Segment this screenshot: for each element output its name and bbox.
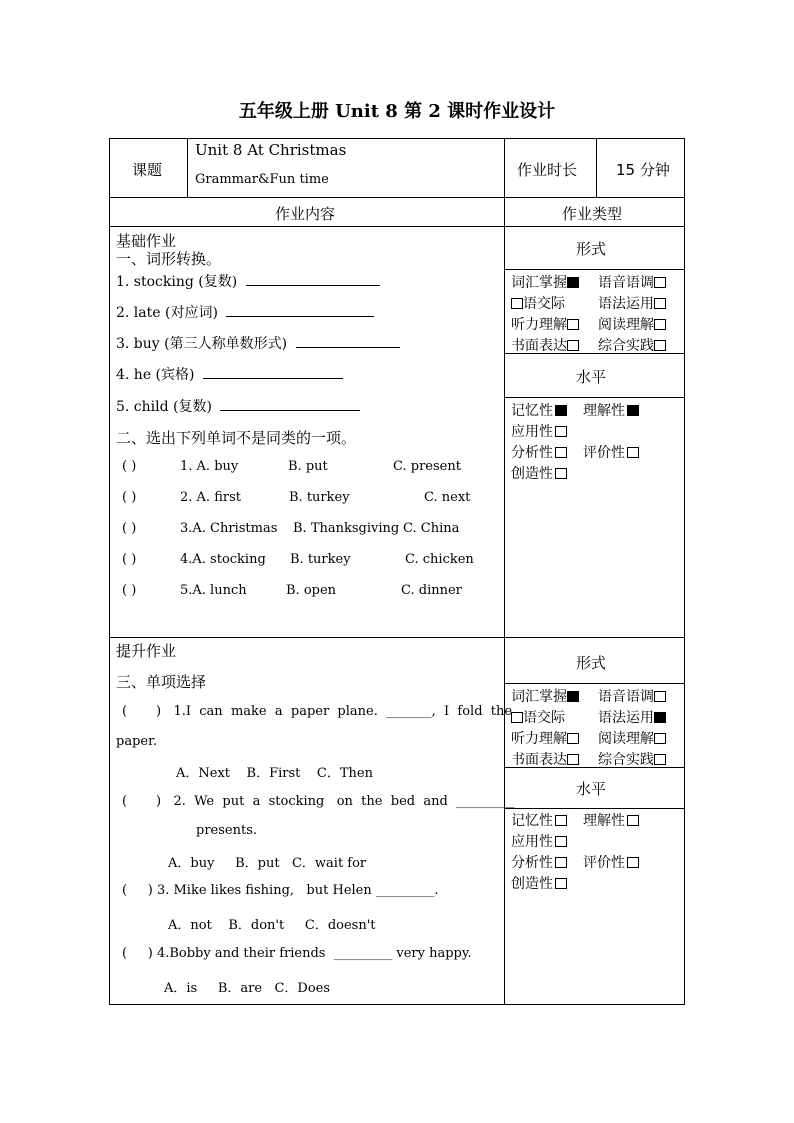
level-checkbox[interactable]: [583, 810, 639, 830]
option-c: C. China: [403, 521, 460, 536]
level-checkbox[interactable]: [511, 421, 567, 441]
level-label: 水平: [576, 780, 607, 798]
answer-paren[interactable]: ( ): [122, 552, 137, 567]
level-checkbox[interactable]: [583, 442, 639, 462]
level-name: 分析性: [511, 855, 553, 871]
skill-label: 综合实践: [598, 752, 654, 768]
checkbox-icon[interactable]: [654, 277, 666, 288]
checkbox-icon[interactable]: [654, 712, 666, 723]
duration-label: 作业时长: [517, 161, 578, 179]
answer-blank[interactable]: [296, 335, 400, 348]
checkbox-icon[interactable]: [567, 277, 579, 288]
level-name: 记忆性: [511, 403, 553, 419]
checkbox-icon[interactable]: [567, 691, 579, 702]
skill-checkbox[interactable]: [598, 272, 666, 292]
section-2-title: 二、选出下列单词不是同类的一项。: [116, 429, 357, 447]
level-name: 创造性: [511, 876, 553, 892]
option-c: C. dinner: [401, 583, 462, 598]
checkbox-icon[interactable]: [654, 319, 666, 330]
content-label: 作业内容: [275, 205, 336, 223]
option-a: 4.A. stocking: [180, 552, 266, 567]
skill-checkbox[interactable]: [511, 728, 579, 748]
form-label: 形式: [576, 240, 607, 258]
skill-label: 书面表达: [511, 338, 567, 354]
skill-checkbox[interactable]: [511, 314, 579, 334]
checkbox-icon[interactable]: [567, 319, 579, 330]
checkbox-icon[interactable]: [654, 298, 666, 309]
question-1-cont: paper.: [116, 734, 158, 749]
answer-paren[interactable]: ( ): [122, 459, 137, 474]
checkbox-icon[interactable]: [627, 815, 639, 826]
skill-label: 听力理解: [511, 731, 567, 747]
skill-checkbox[interactable]: [598, 293, 666, 313]
level-checkbox[interactable]: [511, 810, 567, 830]
checkbox-icon[interactable]: [555, 426, 567, 437]
skill-label: 语音语调: [598, 275, 654, 291]
question-1-options: A．Next B．First C．Then: [176, 766, 373, 781]
option-a: 5.A. lunch: [180, 583, 247, 598]
skill-label: 书面表达: [511, 752, 567, 768]
option-c: C. next: [424, 490, 471, 505]
level-checkbox[interactable]: [511, 463, 567, 483]
question-3-options: A．not B．don't C．doesn't: [168, 918, 376, 933]
checkbox-icon[interactable]: [511, 712, 523, 723]
level-name: 理解性: [583, 813, 625, 829]
question-2-cont: presents.: [196, 823, 257, 838]
skill-checkbox[interactable]: [511, 272, 579, 292]
skill-label: 阅读理解: [598, 317, 654, 333]
level-checkbox[interactable]: [511, 442, 567, 462]
skill-checkbox[interactable]: [598, 314, 666, 334]
answer-paren[interactable]: ( ): [122, 521, 137, 536]
skill-label: 听力理解: [511, 317, 567, 333]
skill-checkbox[interactable]: [598, 749, 666, 769]
checkbox-icon[interactable]: [555, 878, 567, 889]
list-item: 3. buy (第三人称单数形式): [116, 333, 400, 353]
checkbox-icon[interactable]: [654, 691, 666, 702]
level-checkbox[interactable]: [583, 400, 639, 420]
skill-checkbox[interactable]: [598, 686, 666, 706]
checkbox-icon[interactable]: [555, 405, 567, 416]
answer-blank[interactable]: [220, 398, 360, 411]
basic-heading: 基础作业: [116, 232, 177, 250]
level-name: 应用性: [511, 834, 553, 850]
option-a: 2. A. first: [180, 490, 241, 505]
checkbox-icon[interactable]: [511, 298, 523, 309]
option-c: C. present: [393, 459, 461, 474]
checkbox-icon[interactable]: [567, 733, 579, 744]
lesson-subtitle: Grammar&Fun time: [195, 172, 329, 187]
skill-checkbox[interactable]: [598, 335, 666, 355]
list-item: 5. child (复数): [116, 396, 360, 416]
form-label: 形式: [576, 654, 607, 672]
skill-label: 综合实践: [598, 338, 654, 354]
checkbox-icon[interactable]: [567, 340, 579, 351]
checkbox-icon[interactable]: [654, 754, 666, 765]
question-1-text: ( ) 1.I can make a paper plane. _______, I fold the: [122, 704, 513, 719]
checkbox-icon[interactable]: [555, 468, 567, 479]
level-name: 理解性: [583, 403, 625, 419]
list-item: 1. stocking (复数): [116, 271, 380, 291]
checkbox-icon[interactable]: [627, 857, 639, 868]
option-b: B. turkey: [289, 490, 350, 505]
checkbox-icon[interactable]: [654, 733, 666, 744]
skill-checkbox[interactable]: [511, 293, 565, 313]
skill-label: 阅读理解: [598, 731, 654, 747]
checkbox-icon[interactable]: [654, 340, 666, 351]
checkbox-icon[interactable]: [627, 447, 639, 458]
topic-label: 课题: [132, 161, 163, 179]
question-4-text: ( ) 4.Bobby and their friends _________ very happy.: [122, 946, 472, 961]
duration-value: 15 分钟: [616, 161, 670, 179]
checkbox-icon[interactable]: [555, 836, 567, 847]
level-checkbox[interactable]: [511, 873, 567, 893]
question-3-text: ( ) 3. Mike likes fishing, but Helen _________.: [122, 883, 439, 898]
unit-title: Unit 8 At Christmas: [195, 141, 347, 159]
skill-checkbox[interactable]: [511, 686, 579, 706]
option-b: B. Thanksgiving: [293, 521, 400, 536]
level-name: 分析性: [511, 445, 553, 461]
checkbox-icon[interactable]: [567, 754, 579, 765]
level-name: 记忆性: [511, 813, 553, 829]
skill-checkbox[interactable]: [598, 728, 666, 748]
skill-checkbox[interactable]: [598, 707, 666, 727]
page-title: 五年级上册 Unit 8 第 2 课时作业设计: [238, 101, 556, 122]
option-b: B. turkey: [290, 552, 351, 567]
question-2-options: A．buy B．put C．wait for: [168, 856, 367, 871]
question-4-options: A．is B．are C．Does: [164, 981, 331, 996]
answer-blank[interactable]: [203, 366, 343, 379]
option-b: B. open: [286, 583, 337, 598]
skill-label: 语交际: [523, 710, 565, 726]
checkbox-icon[interactable]: [627, 405, 639, 416]
level-name: 评价性: [583, 855, 625, 871]
level-name: 评价性: [583, 445, 625, 461]
skill-checkbox[interactable]: [511, 707, 565, 727]
list-item: 4. he (宾格): [116, 364, 343, 384]
option-a: 1. A. buy: [180, 459, 239, 474]
checkbox-icon[interactable]: [555, 815, 567, 826]
level-name: 创造性: [511, 466, 553, 482]
option-c: C. chicken: [405, 552, 474, 567]
checkbox-icon[interactable]: [555, 857, 567, 868]
section-1-title: 一、词形转换。: [116, 250, 222, 268]
question-2-text: ( ) 2. We put a stocking on the bed and _________: [122, 794, 515, 809]
level-checkbox[interactable]: [511, 400, 567, 420]
answer-paren[interactable]: ( ): [122, 583, 137, 598]
answer-blank[interactable]: [246, 273, 380, 286]
skill-label: 词汇掌握: [511, 689, 567, 705]
answer-paren[interactable]: ( ): [122, 490, 137, 505]
skill-checkbox[interactable]: [511, 335, 579, 355]
checkbox-icon[interactable]: [555, 447, 567, 458]
skill-label: 语交际: [523, 296, 565, 312]
option-a: 3.A. Christmas: [180, 521, 278, 536]
skill-label: 语音语调: [598, 689, 654, 705]
skill-label: 语法运用: [598, 296, 654, 312]
option-b: B. put: [288, 459, 328, 474]
level-checkbox[interactable]: [511, 852, 567, 872]
type-label: 作业类型: [562, 205, 623, 223]
level-checkbox[interactable]: [511, 831, 567, 851]
skill-checkbox[interactable]: [511, 749, 579, 769]
section-3-title: 三、单项选择: [116, 673, 207, 691]
level-checkbox[interactable]: [583, 852, 639, 872]
level-name: 应用性: [511, 424, 553, 440]
skill-label: 词汇掌握: [511, 275, 567, 291]
level-label: 水平: [576, 368, 607, 386]
answer-blank[interactable]: [226, 304, 374, 317]
skill-label: 语法运用: [598, 710, 654, 726]
list-item: 2. late (对应词): [116, 302, 374, 322]
advanced-heading: 提升作业: [116, 642, 177, 660]
